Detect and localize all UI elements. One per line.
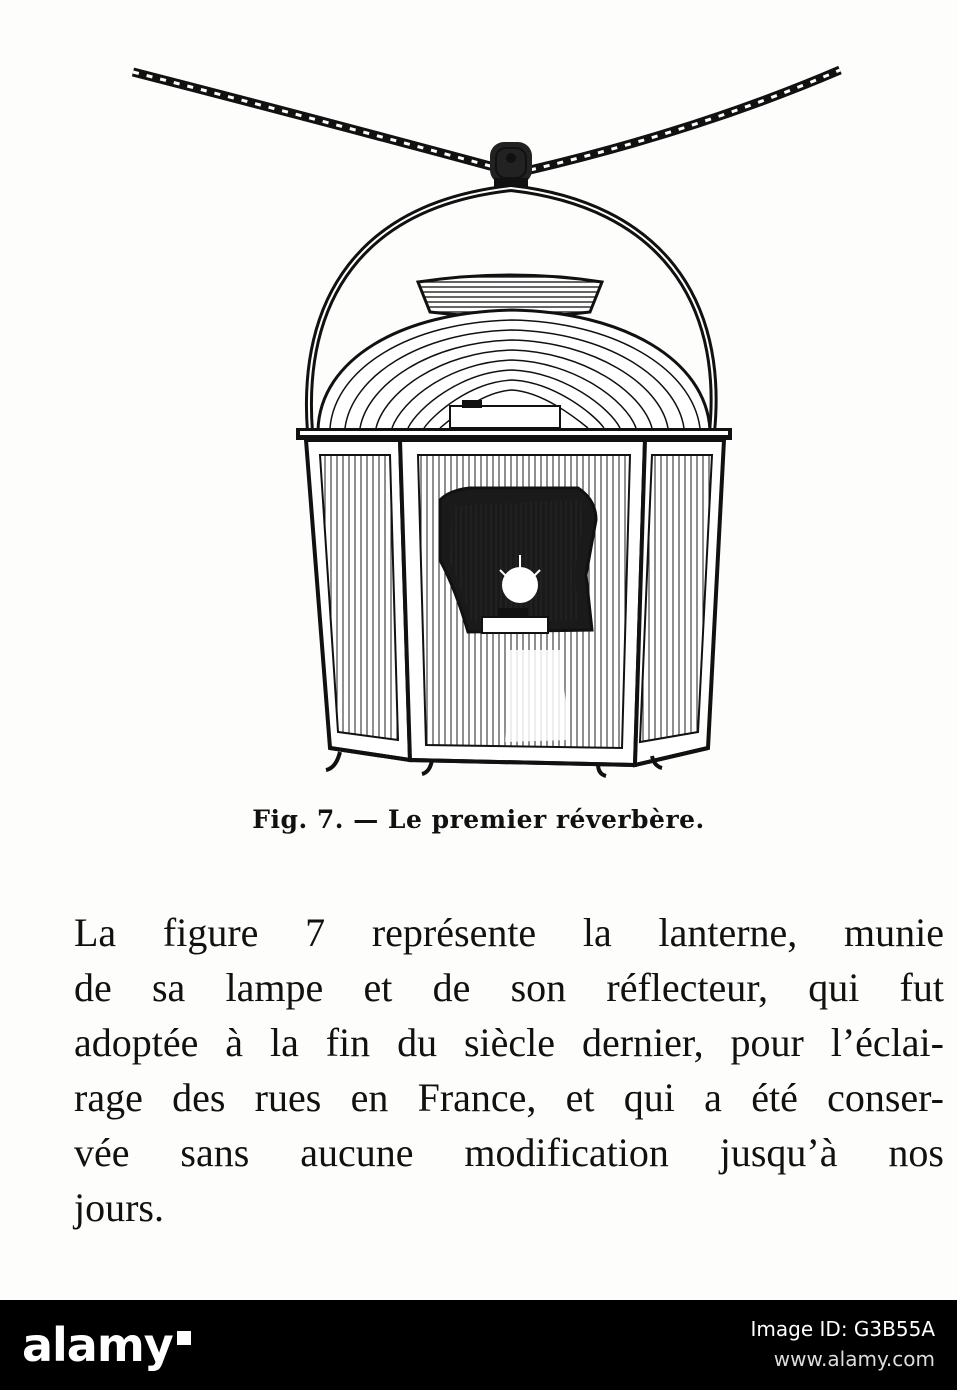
lamp-window xyxy=(440,488,596,633)
text-line: rage des rues en France, et qui a été conser- xyxy=(74,1075,944,1120)
stock-footer-bar xyxy=(0,1300,957,1390)
brand-logo xyxy=(22,1318,191,1372)
text-line: vée sans aucune modification jusqu’à nos xyxy=(74,1130,944,1175)
brand-mark-icon xyxy=(177,1331,191,1345)
site-url[interactable]: www.alamy.com xyxy=(773,1347,935,1371)
text-line: jours. xyxy=(74,1185,164,1230)
brand-name: alamy xyxy=(22,1318,173,1372)
text-line: adoptée à la fin du siècle dernier, pour l’éclai- xyxy=(74,1020,944,1065)
text-line: de sa lampe et de son réflecteur, qui fut xyxy=(74,965,944,1010)
lantern-dome xyxy=(318,310,710,430)
suspension-rope xyxy=(133,70,840,170)
image-id-label: Image ID: G3B55A xyxy=(750,1317,935,1341)
body-paragraph xyxy=(74,905,944,1235)
image-id-block xyxy=(751,1314,935,1374)
figure-caption: Fig. 7. — Le premier réverbère. xyxy=(252,805,705,834)
text-line: La figure 7 représente la lanterne, munie xyxy=(74,910,944,955)
